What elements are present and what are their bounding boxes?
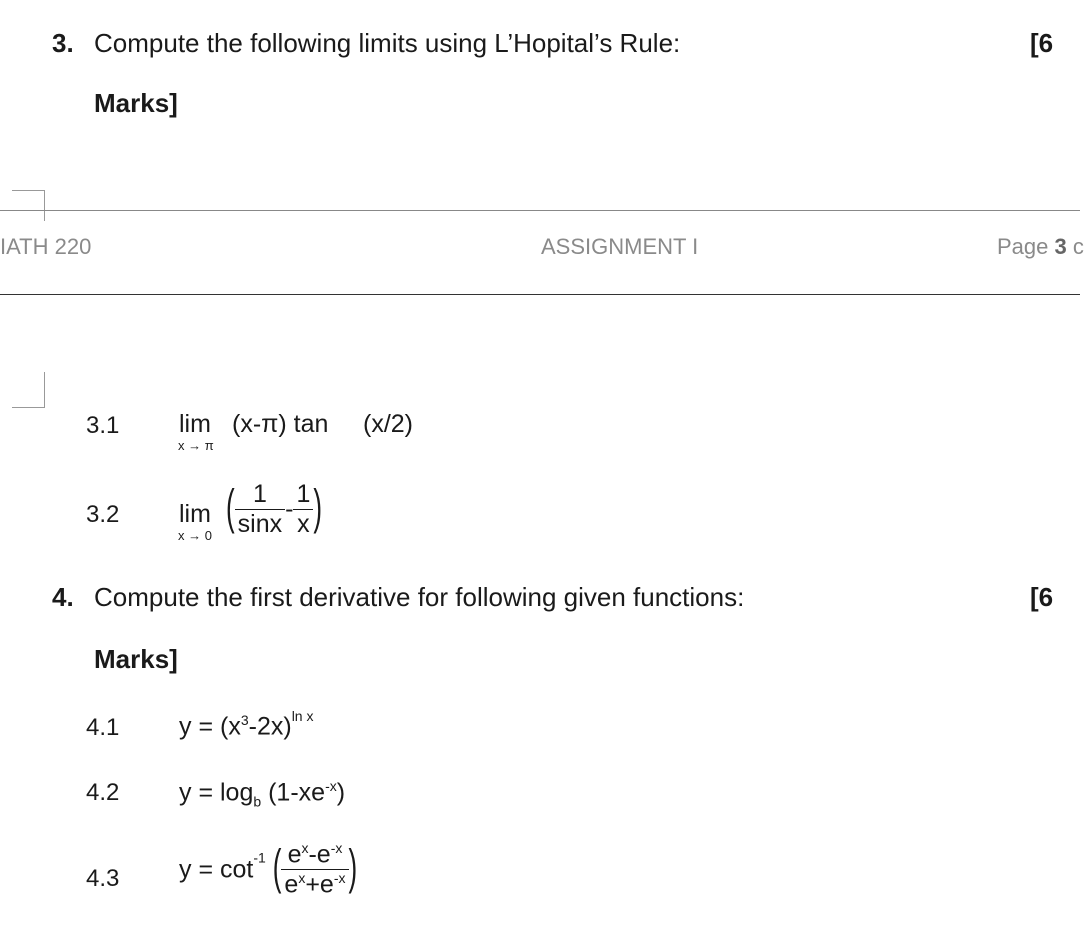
item-3-2-fraction-2: $\frac{1}{x}$ xyxy=(293,480,313,539)
question-3-text: Compute the following limits using L’Hopital’s Rule: xyxy=(94,28,681,58)
question-4-number: 4. xyxy=(52,582,74,612)
item-4-2-number: 4.2 xyxy=(86,779,120,806)
question-4-text: Compute the first derivative for following given functions: xyxy=(94,582,745,612)
question-4-marks-close: Marks] xyxy=(94,644,178,674)
item-4-1-number: 4.1 xyxy=(86,714,120,741)
item-3-1-number: 3.1 xyxy=(86,412,120,439)
crop-mark-top xyxy=(12,190,45,221)
header-top-rule xyxy=(0,210,1080,211)
item-4-3-fraction: $\frac{e^x-e^{-x}}{e^x+e^{-x}}$ xyxy=(281,840,348,900)
header-bottom-rule xyxy=(0,294,1080,295)
item-3-2-fraction-1: $\frac{1}{\sin x}$ xyxy=(235,480,285,539)
question-4-marks-open: [6 xyxy=(1030,582,1054,612)
question-3-number: 3. xyxy=(52,28,74,58)
question-3-marks-open: [6 xyxy=(1030,28,1054,58)
question-3-marks-close: Marks] xyxy=(94,88,178,118)
item-4-1-expression: $y = (x^3-2x)^{ln x}$ xyxy=(179,708,314,741)
header-assignment-title: ASSIGNMENT I xyxy=(541,234,699,259)
item-3-2-subscript: x → 0 xyxy=(178,528,212,543)
item-3-2-number: 3.2 xyxy=(86,501,120,528)
item-3-1-expression: (x-π) tan xyxy=(232,410,329,438)
header-course-code: IATH 220 xyxy=(0,234,92,259)
item-4-3-number: 4.3 xyxy=(86,865,120,892)
item-3-2-expression: ( $\frac{1}{\sin x}$ - $\frac{1}{x}$ ) xyxy=(226,478,323,538)
header-page-number: Page 3 c xyxy=(997,234,1084,259)
item-3-1-lim: lim xyxy=(179,410,211,438)
crop-mark-bottom xyxy=(12,372,45,408)
item-4-2-expression: $y = \log_b (1-xe^{-x})$ xyxy=(179,778,346,810)
item-3-2-lim: lim xyxy=(179,500,211,528)
item-3-1-argument: (x/2) xyxy=(363,410,413,438)
item-3-1-subscript: x → π xyxy=(178,438,214,453)
item-4-3-expression: $y = \cot^{-1}$ ( $\frac{e^x-e^{-x}}{e^x+e^{-x}}$ ) xyxy=(179,838,358,899)
